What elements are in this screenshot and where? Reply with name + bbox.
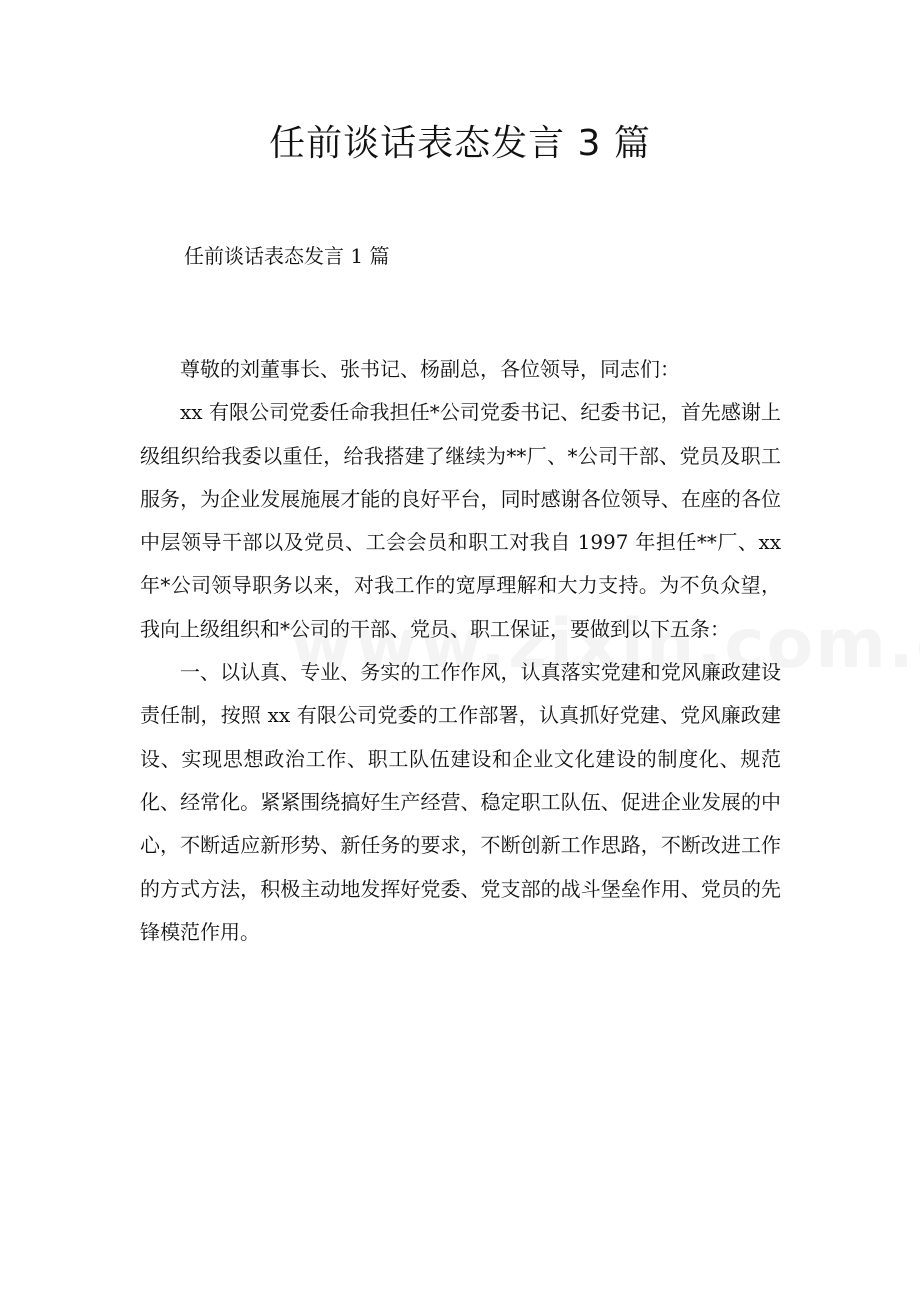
document-body: [140, 348, 781, 954]
section-heading: 任前谈话表态发言 1 篇: [184, 244, 390, 268]
salutation-paragraph: 尊敬的刘董事长、张书记、杨副总，各位领导，同志们：: [180, 357, 680, 381]
body-paragraph: xx 有限公司党委任命我担任*公司党委书记、纪委书记，首先感谢上级组织给我委以重任，给我搭建了继续为**厂、*公司干部、党员及职工服务，为企业发展施展才能的良好平台，同时感谢各位领导、在座的各位中层领导干部以及党员、工会会员和职工对我自 1997 年担任**厂、xx 年*公司领导职务以来，对我工作的宽厚理解和大力支持。为不负众望，我向上级组织和*公司的干部、党员、职工保证，要做到以下五条：: [140, 400, 781, 641]
body-paragraph: 一、以认真、专业、务实的工作作风，认真落实党建和党风廉政建设责任制，按照 xx 有限公司党委的工作部署，认真抓好党建、党风廉政建设、实现思想政治工作、职工队伍建设和企业文化建设的制度化、规范化、经常化。紧紧围绕搞好生产经营、稳定职工队伍、促进企业发展的中心，不断适应新形势、新任务的要求，不断创新工作思路，不断改进工作的方式方法，积极主动地发挥好党委、党支部的战斗堡垒作用、党员的先锋模范作用。: [140, 660, 781, 944]
document-title: 任前谈话表态发言 3 篇: [269, 123, 651, 164]
